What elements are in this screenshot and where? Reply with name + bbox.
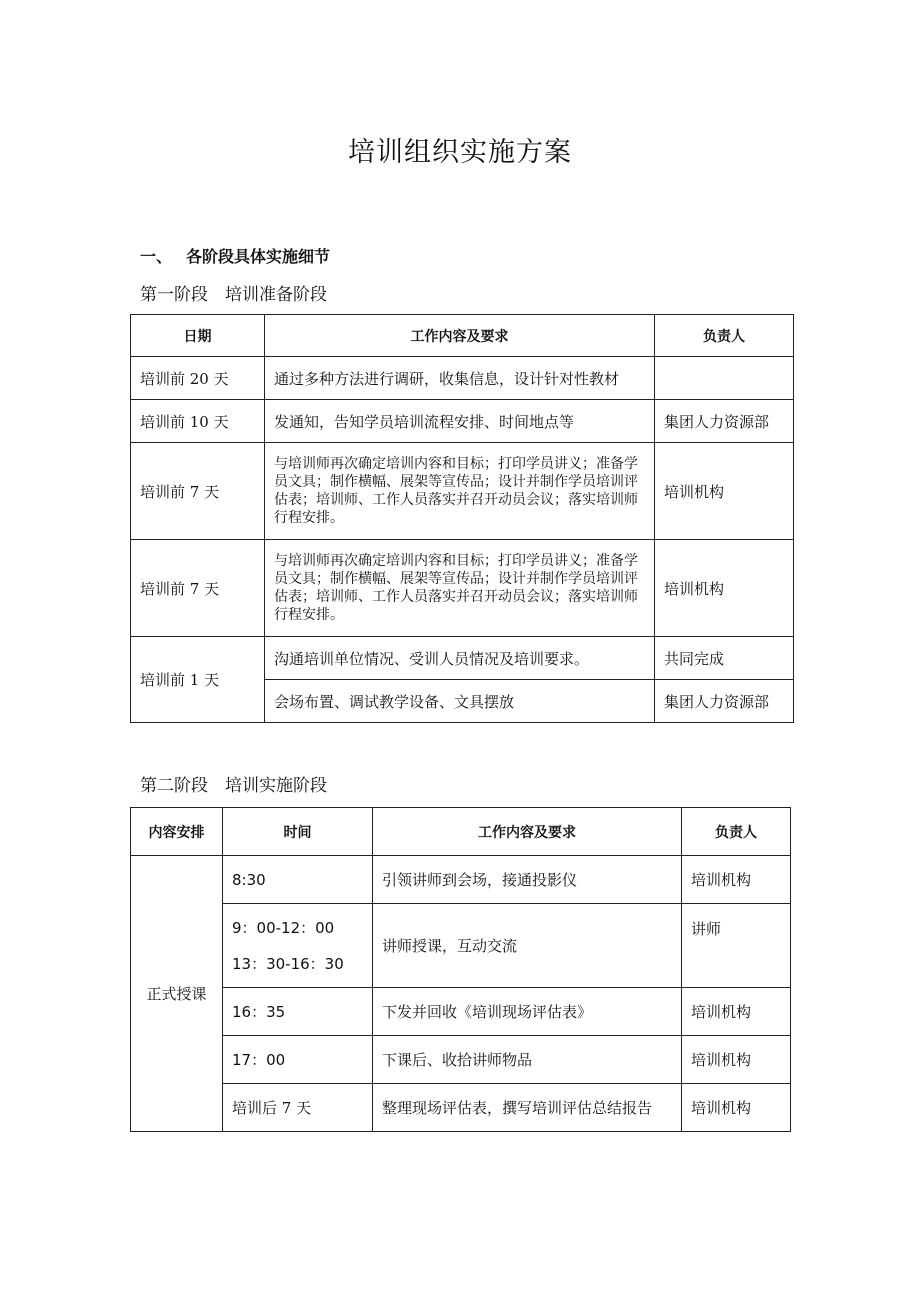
- row-owner: 培训机构: [682, 988, 791, 1036]
- row-owner: 集团人力资源部: [655, 400, 794, 443]
- row-date: 培训前 10 天: [131, 400, 265, 443]
- row-content: 通过多种方法进行调研，收集信息，设计针对性教材: [265, 357, 655, 400]
- row-date: 培训前 7 天: [131, 443, 265, 540]
- row-owner: 培训机构: [682, 856, 791, 904]
- row-content: 沟通培训单位情况、受训人员情况及培训要求。: [265, 637, 655, 680]
- row-date: 培训前 7 天: [131, 540, 265, 637]
- header-owner: 负责人: [682, 808, 791, 856]
- stage2-table: [130, 807, 791, 1132]
- row-content: 下课后、收拾讲师物品: [373, 1036, 682, 1084]
- table-row: [131, 540, 794, 637]
- row-time: 8:30: [223, 856, 373, 904]
- table-header-row: [131, 315, 794, 357]
- section-title: 各阶段具体实施细节: [186, 247, 331, 266]
- row-content: 会场布置、调试教学设备、文具摆放: [265, 680, 655, 723]
- header-content: 工作内容及要求: [373, 808, 682, 856]
- header-owner: 负责人: [655, 315, 794, 357]
- header-category: 内容安排: [131, 808, 223, 856]
- table-row: [131, 856, 791, 904]
- row-content: 发通知，告知学员培训流程安排、时间地点等: [265, 400, 655, 443]
- row-owner: 讲师: [682, 904, 791, 988]
- table-row: [131, 357, 794, 400]
- table-row: [131, 988, 791, 1036]
- row-content: 与培训师再次确定培训内容和目标；打印学员讲义；准备学员文具；制作横幅、展架等宣传品；设计并制作学员培训评估表；培训师、工作人员落实并召开动员会议；落实培训师行程安排。: [265, 540, 655, 637]
- row-time: 16：35: [223, 988, 373, 1036]
- document-title: 培训组织实施方案: [348, 137, 572, 168]
- table-row: [131, 400, 794, 443]
- header-date: 日期: [131, 315, 265, 357]
- row-date: 培训前 20 天: [131, 357, 265, 400]
- table-row: [131, 1036, 791, 1084]
- row-time: [223, 904, 373, 988]
- row-content: 与培训师再次确定培训内容和目标；打印学员讲义；准备学员文具；制作横幅、展架等宣传品；设计并制作学员培训评估表；培训师、工作人员落实并召开动员会议；落实培训师行程安排。: [265, 443, 655, 540]
- table-row: [131, 637, 794, 680]
- stage2-title: 第二阶段 培训实施阶段: [140, 776, 327, 796]
- row-time-morning: 9：00-12：00: [232, 918, 335, 937]
- row-content: 引领讲师到会场，接通投影仪: [373, 856, 682, 904]
- table-header-row: [131, 808, 791, 856]
- row-owner: 培训机构: [682, 1084, 791, 1132]
- header-content: 工作内容及要求: [265, 315, 655, 357]
- row-time: 培训后 7 天: [223, 1084, 373, 1132]
- header-time: 时间: [223, 808, 373, 856]
- row-content: 整理现场评估表，撰写培训评估总结报告: [373, 1084, 682, 1132]
- row-time-afternoon: 13：30-16：30: [232, 954, 344, 973]
- row-owner: 集团人力资源部: [655, 680, 794, 723]
- row-content: 讲师授课，互动交流: [373, 904, 682, 988]
- row-owner: 共同完成: [655, 637, 794, 680]
- row-owner: [655, 357, 794, 400]
- row-owner: 培训机构: [682, 1036, 791, 1084]
- section-number: 一、: [140, 247, 173, 266]
- row-date: 培训前 1 天: [131, 637, 265, 723]
- row-category: 正式授课: [131, 856, 223, 1132]
- section-heading: [140, 244, 330, 267]
- row-time: 17：00: [223, 1036, 373, 1084]
- stage1-title: 第一阶段 培训准备阶段: [140, 285, 327, 305]
- row-owner: 培训机构: [655, 443, 794, 540]
- stage1-table: [130, 314, 794, 723]
- table-row: [131, 443, 794, 540]
- table-row: [131, 904, 791, 988]
- table-row: [131, 1084, 791, 1132]
- row-content: 下发并回收《培训现场评估表》: [373, 988, 682, 1036]
- row-owner: 培训机构: [655, 540, 794, 637]
